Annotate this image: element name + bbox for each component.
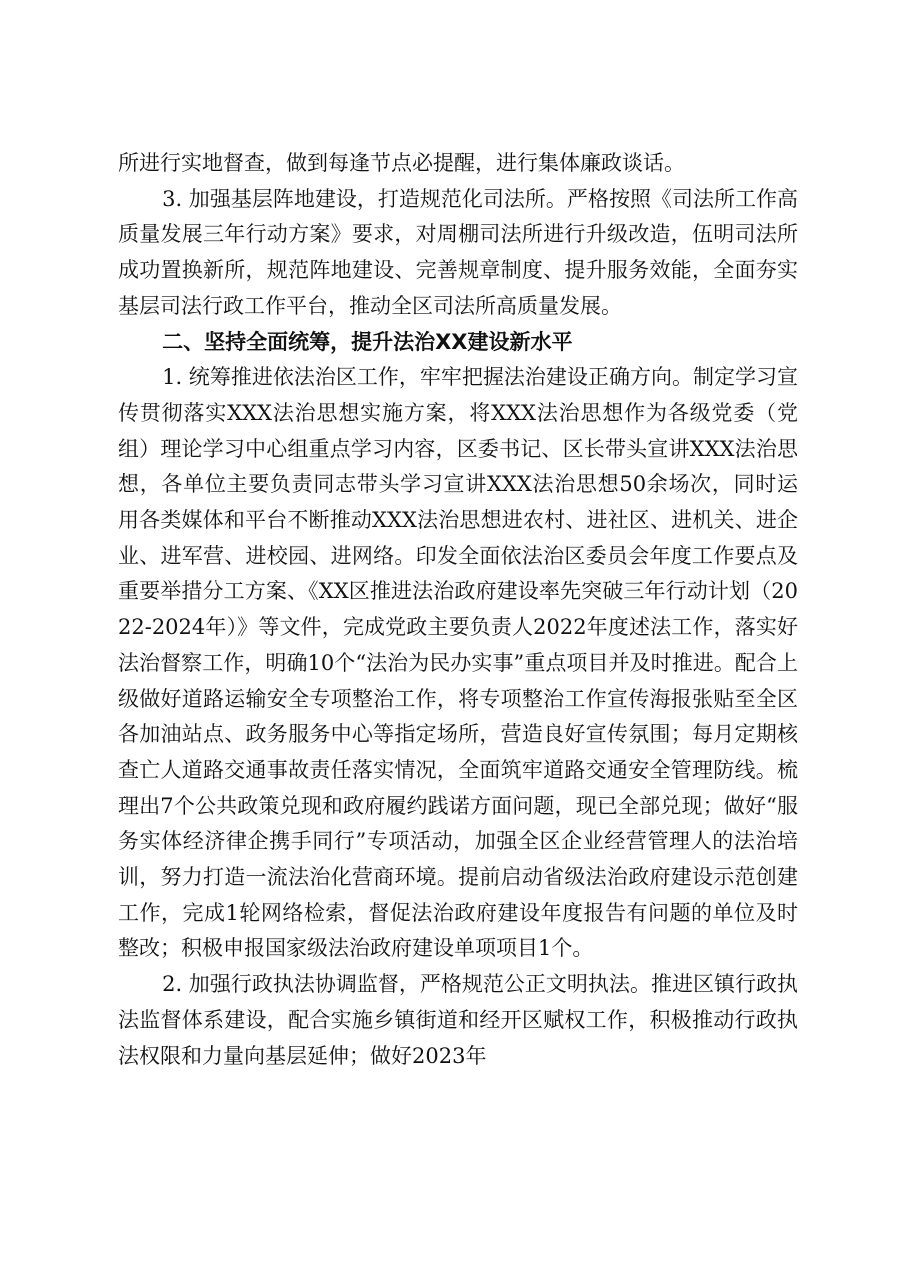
document-page <box>118 146 798 1074</box>
section-heading-2: 二、坚持全面统筹，提升法治XX建设新水平 <box>162 329 573 354</box>
paragraph-item-3: 3. 加强基层阵地建设，打造规范化司法所。严格按照《司法所工作高质量发展三年行动方案》要求，对周棚司法所进行升级改造，伍明司法所成功置换新所，规范阵地建设、完善规章制度、提升服务效能，全面夯实基层司法行政工作平台，推动全区司法所高质量发展。 <box>118 186 798 318</box>
paragraph-item-2: 2. 加强行政执法协调监督，严格规范公正文明执法。推进区镇行政执法监督体系建设，配合实施乡镇街道和经开区赋权工作，积极推动行政执法权限和力量向基层延伸；做好2023年 <box>118 972 798 1068</box>
paragraph-continuation: 所进行实地督查，做到每逢节点必提醒，进行集体廉政谈话。 <box>118 151 685 175</box>
paragraph-item-1: 1. 统筹推进依法治区工作，牢牢把握法治建设正确方向。制定学习宣传贯彻落实XXX法治思想实施方案，将XXX法治思想作为各级党委（党组）理论学习中心组重点学习内容，区委书记、区长带头宣讲XXX法治思想，各单位主要负责同志带头学习宣讲XXX法治思想50余场次，同时运用各类媒体和平台不断推动XXX法治思想进农村、进社区、进机关、进企业、进军营、进校园、进网络。印发全面依法治区委员会年度工作要点及重要举措分工方案、《XX区推进法治政府建设率先突破三年行动计划（2022-2024年）》等文件，完成党政主要负责人2022年度述法工作，落实好法治督察工作，明确10个“法治为民办实事”重点项目并及时推进。配合上级做好道路运输安全专项整治工作，将专项整治工作宣传海报张贴至全区各加油站点、政务服务中心等指定场所，营造良好宣传氛围；每月定期核查亡人道路交通事故责任落实情况，全面筑牢道路交通安全管理防线。梳理出7个公共政策兑现和政府履约践诺方面问题，现已全部兑现；做好“服务实体经济律企携手同行”专项活动，加强全区企业经营管理人的法治培训，努力打造一流法治化营商环境。提前启动省级法治政府建设示范创建工作，完成1轮网络检索，督促法治政府建设年度报告有问题的单位及时整改；积极申报国家级法治政府建设单项项目1个。 <box>118 365 798 961</box>
